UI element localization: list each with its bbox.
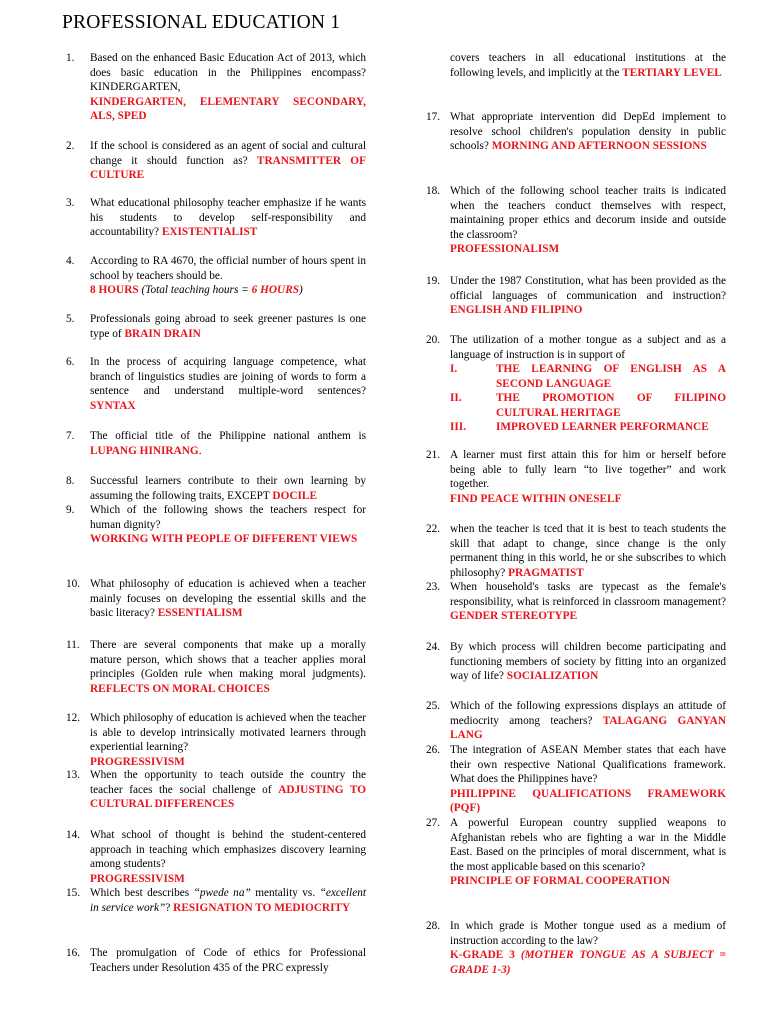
question-text: Successful learners contribute to their own learning by assuming the following traits, EXCEPT (90, 475, 366, 502)
question-number: 5. (66, 313, 75, 325)
question-27 (426, 816, 726, 889)
answer-note-close: ) (299, 284, 303, 296)
question-14 (66, 828, 366, 886)
question-text: By which process will children become participating and functioning members of society by fitting into an organized way of life? (450, 641, 726, 682)
answer-text: 8 HOURS (90, 284, 139, 296)
answer-text: LUPANG HINIRANG (90, 444, 199, 457)
question-13 (66, 768, 366, 812)
item-text: THE PROMOTION OF FILIPINO CULTURAL HERITAGE (496, 392, 726, 419)
question-number: 10. (66, 578, 81, 590)
question-19 (426, 274, 726, 318)
question-22 (426, 522, 726, 580)
question-quote-2: “excellent in service work” (90, 887, 366, 914)
question-text: Professionals going abroad to seek greener pastures is one type of (90, 313, 366, 340)
question-text: A powerful European country supplied weapons to Afghanistan rebels who are fighting a war in the Middle East. Based on the principles of moral discernment, what is the most applicable based on this scenario? (450, 817, 726, 873)
question-text: Based on the enhanced Basic Education Act of 2013, which does basic education in the Philippines encompass? KINDERGARTEN, (90, 52, 366, 93)
question-number: 21. (426, 449, 441, 461)
question-text: when the teacher is tced that it is best to teach students the skill that adapt to change, since change is the only permanent thing in this world, he or she subscribes to which philosophy? (450, 523, 726, 579)
answer-note: (Total teaching hours = (141, 284, 252, 296)
question-11 (66, 638, 366, 696)
answer-text: ADJUSTING TO CULTURAL DIFFERENCES (90, 783, 366, 810)
question-4 (66, 254, 366, 298)
item-text: THE LEARNING OF ENGLISH AS A SECOND LANGUAGE (496, 363, 726, 390)
question-15 (66, 886, 366, 915)
question-16-continued (426, 51, 726, 80)
question-number: 2. (66, 140, 75, 152)
question-28 (426, 919, 726, 977)
question-number: 13. (66, 769, 81, 781)
question-text: In which grade is Mother tongue used as a medium of instruction according to the law? (450, 920, 726, 947)
question-21 (426, 448, 726, 506)
question-text: A learner must first attain this for him or herself before being able to fully learn “to live together” and work together. (450, 449, 726, 490)
question-text-mid: mentality vs. (250, 887, 320, 899)
question-number: 27. (426, 817, 441, 829)
question-text: covers teachers in all educational institutions at the following levels, and implicitly at the (450, 52, 726, 79)
question-17 (426, 110, 726, 154)
question-number: 28. (426, 920, 441, 932)
answer-text: TRANSMITTER OF CULTURE (90, 154, 366, 181)
answer-tail: . (198, 444, 202, 457)
answer-text: EXISTENTIALIST (161, 226, 258, 238)
answer-text: PRINCIPLE OF FORMAL COOPERATION (450, 875, 670, 887)
question-number: 16. (66, 947, 81, 959)
question-number: 7. (66, 430, 75, 442)
question-number: 9. (66, 504, 75, 516)
answer-text: SYNTAX (90, 399, 136, 412)
item-text: IMPROVED LEARNER PERFORMANCE (496, 421, 709, 433)
question-18 (426, 184, 726, 257)
question-number: 15. (66, 887, 81, 899)
question-25 (426, 699, 726, 743)
question-number: 6. (66, 356, 75, 368)
question-23 (426, 580, 726, 624)
question-text: What school of thought is behind the student-centered approach in teaching which emphasizes discovery learning among students? (90, 829, 366, 870)
answer-text: BRAIN DRAIN (124, 327, 201, 340)
answer-text: DOCILE (272, 489, 317, 502)
question-text: Which of the following school teacher traits is indicated when the teachers conduct themselves with respect, maintaining proper ethics and decorum inside and outside the classroom? (450, 185, 726, 241)
answer-text: PHILIPPINE QUALIFICATIONS FRAMEWORK (PQF) (450, 787, 726, 814)
question-8 (66, 474, 366, 503)
answer-note-value: 6 HOURS (251, 284, 300, 296)
question-text: Under the 1987 Constitution, what has been provided as the official languages of communication and instruction? (450, 275, 726, 302)
question-text: The utilization of a mother tongue as a subject and as a language of instruction is in support of (450, 334, 726, 361)
question-text: According to RA 4670, the official number of hours spent in school by teachers should be. (90, 255, 366, 282)
question-quote: “pwede na” (193, 887, 251, 899)
question-text: The integration of ASEAN Member states that each have their own respective National Qualifications framework. What does the Philippines have? (450, 744, 726, 785)
answer-text: TERTIARY LEVEL (622, 66, 722, 79)
question-1 (66, 51, 366, 124)
question-number: 4. (66, 255, 75, 267)
question-7 (66, 429, 366, 458)
item-numeral: II. (450, 392, 462, 404)
question-text: What educational philosophy teacher emphasize if he wants his students to develop self-responsibility and accountability? (90, 197, 366, 238)
question-16 (66, 946, 366, 975)
answer-text: RESIGNATION TO MEDIOCRITY (173, 901, 351, 914)
answer-text: WORKING WITH PEOPLE OF DIFFERENT VIEWS (90, 533, 358, 545)
answer-text: PROGRESSIVISM (90, 755, 185, 768)
question-text: There are several components that make up a morally mature person, which shows that a teacher applies moral principles (Golden rule when making moral judgments). (90, 639, 366, 680)
question-12 (66, 711, 366, 769)
answer-text: PROFESSIONALISM (450, 243, 560, 255)
question-text: What appropriate intervention did DepEd implement to resolve school children's population density in public schools? (450, 111, 726, 152)
page-title: PROFESSIONAL EDUCATION 1 (62, 12, 341, 33)
item-numeral: III. (450, 421, 467, 433)
question-text: The promulgation of Code of ethics for Professional Teachers under Resolution 435 of the PRC expressly (90, 947, 366, 974)
question-3 (66, 196, 366, 240)
question-text: The official title of the Philippine national anthem is (90, 430, 366, 442)
answer-text: K-GRADE 3 (450, 949, 515, 961)
answer-text: ENGLISH AND FILIPINO (450, 304, 583, 316)
question-number: 24. (426, 641, 441, 653)
item-numeral: I. (450, 363, 458, 375)
question-5 (66, 312, 366, 341)
answer-text: ESSENTIALISM (157, 607, 243, 619)
answer-list-item (450, 391, 726, 420)
answer-text: GENDER STEREOTYPE (450, 610, 578, 622)
question-text: In the process of acquiring language competence, what branch of linguistics studies are joining of words to form a sentence and understand multiple-word sentences? (90, 356, 366, 397)
question-number: 18. (426, 185, 441, 197)
answer-note: (MOTHER TONGUE AS A SUBJECT = GRADE 1-3) (450, 949, 726, 976)
question-text: Which of the following expressions displays an attitude of mediocrity among teachers? (450, 700, 726, 727)
question-26 (426, 743, 726, 816)
question-number: 8. (66, 475, 75, 487)
question-20 (426, 333, 726, 435)
question-text: Which philosophy of education is achieved when the teacher is able to develop intrinsically motivated learners through experiential learning? (90, 712, 366, 753)
answer-text: TALAGANG GANYAN LANG (450, 714, 726, 741)
question-number: 23. (426, 581, 441, 593)
question-2 (66, 139, 366, 183)
question-6 (66, 355, 366, 413)
question-mark: ? (165, 901, 171, 914)
question-text: Which of the following shows the teachers respect for human dignity? (90, 504, 366, 531)
question-number: 22. (426, 523, 441, 535)
question-text: If the school is considered as an agent of social and cultural change it should function as? (90, 140, 366, 167)
answer-list (450, 362, 726, 435)
answer-text: REFLECTS ON MORAL CHOICES (90, 682, 270, 695)
question-number: 14. (66, 829, 81, 841)
question-number: 3. (66, 197, 75, 209)
answer-text: PROGRESSIVISM (90, 872, 185, 885)
answer-text: MORNING AND AFTERNOON SESSIONS (491, 140, 707, 152)
question-number: 19. (426, 275, 441, 287)
question-text: When the opportunity to teach outside the country the teacher faces the social challenge of (90, 769, 366, 796)
question-number: 1. (66, 52, 75, 64)
question-10 (66, 577, 366, 621)
question-text: When household's tasks are typecast as the female's responsibility, what is reinforced in classroom management? (450, 581, 726, 608)
answer-text: FIND PEACE WITHIN ONESELF (450, 492, 622, 505)
question-text: What philosophy of education is achieved when a teacher mainly focuses on developing the essential skills and the basic literacy? (90, 578, 366, 619)
answer-text: SOCIALIZATION (506, 670, 599, 682)
question-number: 20. (426, 334, 441, 346)
question-number: 17. (426, 111, 441, 123)
question-number: 11. (66, 639, 80, 651)
answer-text: PRAGMATIST (508, 566, 584, 579)
answer-list-item (450, 420, 726, 435)
question-number: 25. (426, 700, 441, 712)
question-number: 12. (66, 712, 81, 724)
question-24 (426, 640, 726, 684)
question-number: 26. (426, 744, 441, 756)
answer-list-item (450, 362, 726, 391)
question-text: Which best describes (90, 887, 194, 899)
answer-text: KINDERGARTEN, ELEMENTARY SECONDARY, ALS, SPED (90, 95, 366, 122)
question-9 (66, 503, 366, 547)
